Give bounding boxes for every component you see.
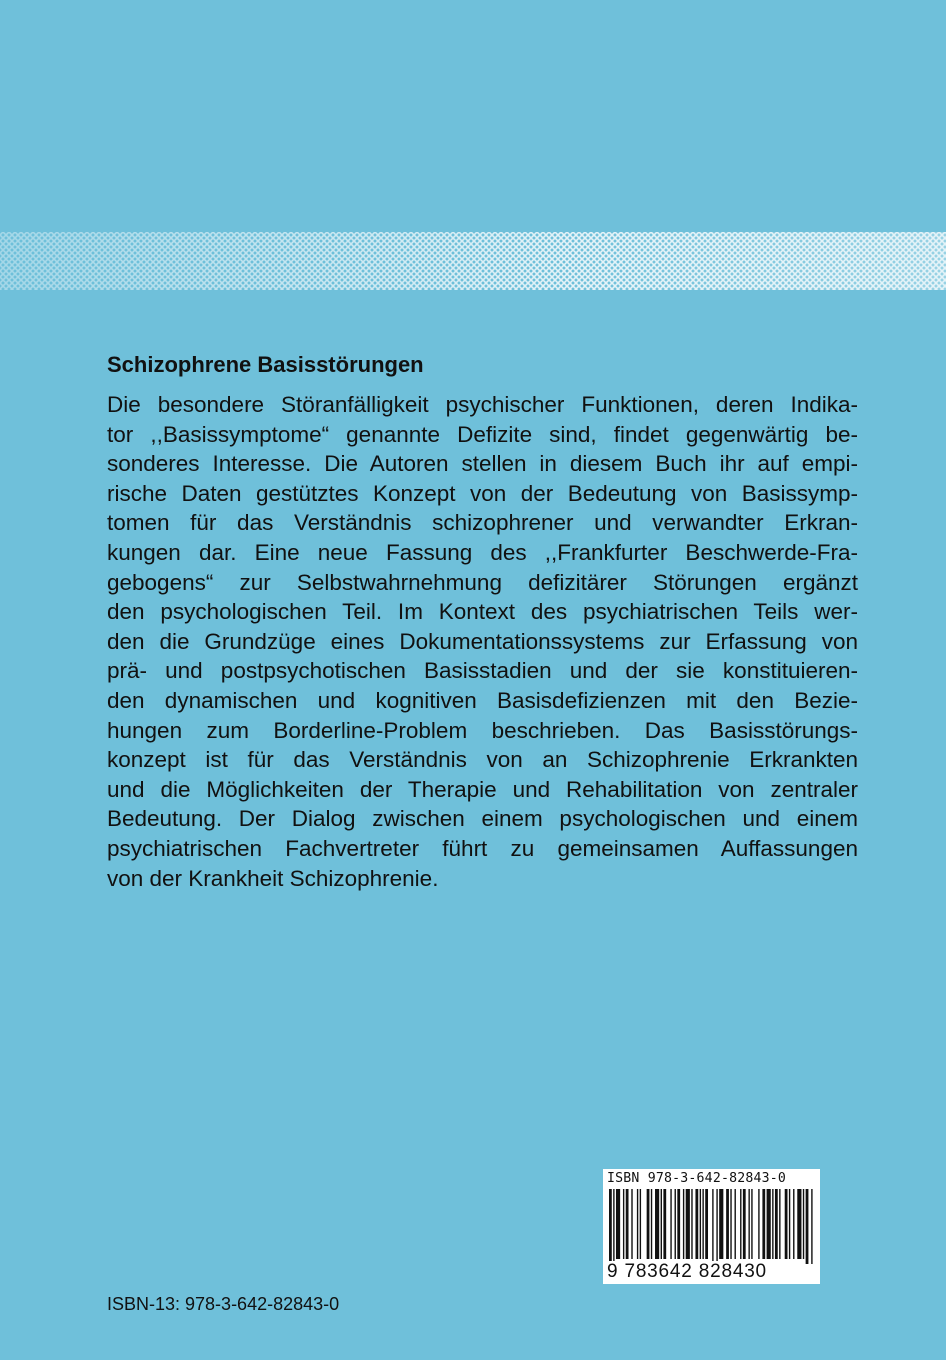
barcode-bar [716,1189,717,1264]
text-line: und die Möglichkeiten der Therapie und Rehabilitation von zentraler [107,776,858,802]
barcode-bar [735,1189,736,1259]
barcode-bar [670,1189,671,1259]
barcode-bar [730,1189,731,1259]
barcode-bar [695,1189,698,1259]
text-line: den dynamischen und kognitiven Basisdefizienzen mit den Bezie- [107,687,858,713]
barcode-bar [655,1189,659,1259]
text-line: rische Daten gestütztes Konzept von der Bedeutung von Basissymp- [107,480,858,506]
barcode-bar [779,1189,780,1259]
isbn-13: ISBN-13: 978-3-642-82843-0 [107,1294,340,1314]
barcode-bar [626,1189,629,1259]
barcode-bar [683,1189,684,1259]
barcode-bar [637,1189,638,1259]
barcode-bar [686,1189,690,1259]
barcode-bar [631,1189,632,1259]
barcode-bar [758,1189,759,1259]
text-line: Die besondere Störanfälligkeit psychischer Funktionen, deren Indika- [107,392,858,417]
barcode-bar [700,1189,701,1259]
barcode-bar [640,1189,641,1259]
barcode-bar [743,1189,746,1259]
barcode-bar [623,1189,624,1259]
barcode-bar [719,1189,723,1259]
barcode-bar [691,1189,692,1259]
description-text [107,390,858,893]
barcode-bar [748,1189,749,1259]
text-line: tor ,,Basissymptome“ genannte Defizite sind, findet gegenwärtig be- [107,421,858,447]
text-line: gebogens“ zur Selbstwahrnehmung defizitärer Störungen ergänzt [107,569,858,595]
barcode-bar [767,1189,771,1259]
barcode-bar [702,1189,703,1259]
book-title: Schizophrene Basisstörungen [107,352,424,377]
barcode-bar [806,1189,809,1264]
barcode-bar [609,1189,612,1264]
barcode-bar [705,1189,708,1259]
barcode-bar [789,1189,790,1259]
text-line: psychiatrischen Fachvertreter führt zu gemeinsamen Auffassungen [107,835,858,861]
barcode-isbn-label: ISBN 978-3-642-82843-0 [607,1171,787,1186]
text-line: konzept ist für das Verständnis von an Schizophrenie Erkrankten [107,747,858,773]
text-line: prä- und postpsychotischen Basisstadien und der sie konstituieren- [107,658,858,684]
barcode-bar [647,1189,650,1259]
barcode-bar [803,1189,804,1259]
text-line: Bedeutung. Der Dialog zwischen einem psychologischen und einem [107,806,858,832]
text-line: hungen zum Borderline-Problem beschrieben. Das Basisstörungs- [107,717,858,743]
barcode-bar [661,1189,662,1259]
barcode-bar [651,1189,652,1259]
barcode-bar [740,1189,741,1259]
barcode-bar [797,1189,801,1259]
barcode-bar [675,1189,676,1259]
halftone-band [0,232,946,290]
text-line: tomen für das Verständnis schizophrener und verwandter Erkran- [107,510,858,536]
barcode-bar [663,1189,666,1259]
barcode-bar [751,1189,752,1259]
barcode-bar [712,1189,713,1264]
description-block [107,350,858,893]
barcode-bar [811,1189,812,1264]
barcode [603,1169,820,1284]
barcode-bars [609,1189,814,1264]
barcode-bar [785,1189,788,1259]
text-line: sonderes Interesse. Die Autoren stellen in diesem Buch ihr auf empi- [107,451,858,477]
barcode-bar [677,1189,680,1259]
barcode-bar [613,1189,614,1264]
barcode-bar [772,1189,773,1259]
text-line: von der Krankheit Schizophrenie. [107,865,439,891]
text-line: den die Grundzüge eines Dokumentationssystems zur Erfassung von [107,628,858,654]
barcode-bar [775,1189,778,1259]
barcode-bar [793,1189,794,1259]
text-line: kungen dar. Eine neue Fassung des ,,Frankfurter Beschwerde-Fra- [107,539,858,565]
barcode-bar [616,1189,620,1259]
barcode-bar [726,1189,729,1259]
text-line: den psychologischen Teil. Im Kontext des psychiatrischen Teils wer- [107,599,858,625]
barcode-bar [762,1189,765,1259]
barcode-digits: 9 783642 828430 [607,1261,767,1282]
